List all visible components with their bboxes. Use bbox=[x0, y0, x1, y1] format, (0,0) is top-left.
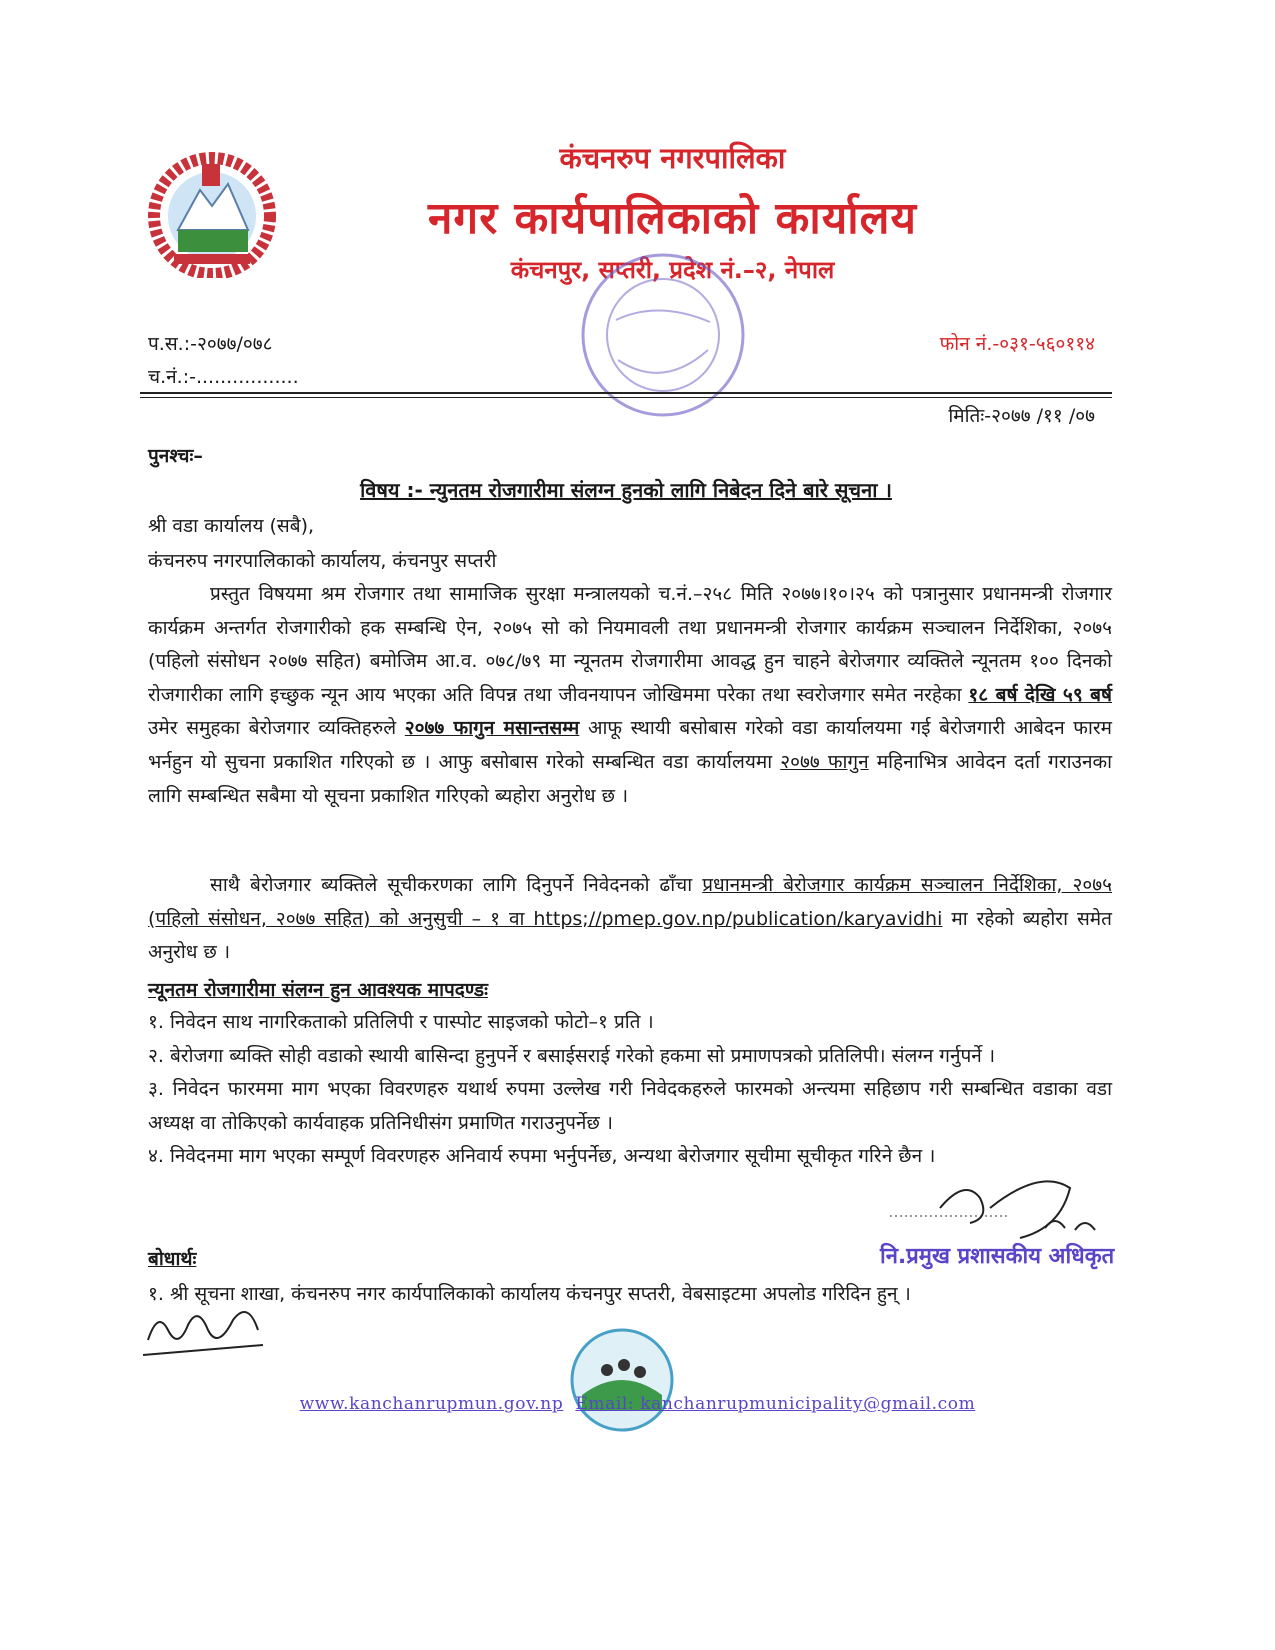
paragraph-2: साथै बेरोजगार ब्यक्तिले सूचीकरणका लागि दिनुपर्ने निवेदनको ढाँचा प्रधानमन्त्री बेरोजगार कार्यक्रम सञ्चालन निर्देशिका, २०७५ (पहिलो संसोधन, २०७७ सहित) को अनुसुची – १ वा https;//pmep.gov.np/publication/karyavidhi मा रहेको ब्यहोरा समेत अनुरोध छ । bbox=[148, 874, 1112, 964]
phone-number: फोन नं.-०३१-५६०११४ bbox=[939, 333, 1095, 355]
initial-signature-icon bbox=[138, 1300, 278, 1370]
office-name: नगर कार्यपालिकाको कार्यालय bbox=[428, 193, 917, 244]
criteria-list bbox=[148, 1006, 1112, 1174]
postscript-label: पुनश्चः– bbox=[148, 445, 203, 467]
letter-date: मितिः-२०७७ /११ /०७ bbox=[948, 405, 1095, 427]
dispatch-number: च.नं.:-................. bbox=[148, 366, 299, 388]
recipient-line-2: कंचनरुप नगरपालिकाको कार्यालय, कंचनपुर सप्तरी bbox=[148, 550, 497, 572]
signatory-title: नि.प्रमुख प्रशासकीय अधिकृत bbox=[880, 1244, 1115, 1269]
footer-contact bbox=[0, 1394, 1275, 1414]
recipient-line-1: श्री वडा कार्यालय (सबै), bbox=[148, 515, 315, 537]
header-divider-thin bbox=[140, 397, 1112, 398]
cc-heading: बोधार्थः bbox=[148, 1248, 197, 1270]
office-stamp-icon bbox=[558, 240, 768, 430]
list-item: २. बेरोजगा ब्यक्ति सोही वडाको स्थायी बासिन्दा हुनुपर्ने र बसाईसराई गरेको हकमा सो प्रमाणपत्रको प्रतिलिपी। संलग्न गर्नुपर्ने । bbox=[148, 1044, 996, 1067]
cc-line-1: १. श्री सूचना शाखा, कंचनरुप नगर कार्यपालिकाको कार्यालय कंचनपुर सप्तरी, वेबसाइटमा अपलोड गरिदिन हुन् । bbox=[148, 1283, 911, 1305]
website-link[interactable]: www.kanchanrupmun.gov.np bbox=[299, 1394, 564, 1414]
criteria-heading: न्यूनतम रोजगारीमा संलग्न हुन आवश्यक मापदण्डः bbox=[148, 979, 488, 1001]
letter-subject: विषय :- न्युनतम रोजगारीमा संलग्न हुनको लागि निबेदन दिने बारे सूचना । bbox=[360, 478, 892, 502]
municipality-name: कंचनरुप नगरपालिका bbox=[559, 141, 786, 175]
list-item: १. निवेदन साथ नागरिकताको प्रतिलिपी र पास्पोट साइजको फोटो–१ प्रति । bbox=[148, 1011, 654, 1033]
office-address: कंचनपुर, सप्तरी, प्रदेश नं.–२, नेपाल bbox=[510, 256, 835, 284]
header-divider bbox=[140, 392, 1112, 394]
local-governance-logo-icon bbox=[562, 1320, 682, 1440]
email-link[interactable]: Email: kanchanrupmunicipality@gmail.com bbox=[575, 1394, 976, 1414]
list-item: ३. निवेदन फारममा माग भएका विवरणहरु यथार्थ रुपमा उल्लेख गरी निवेदकहरुले फारमको अन्त्यमा सहिछाप गरी सम्बन्धित वडाका वडा अध्यक्ष वा तोकिएको कार्यवाहक प्रतिनिधीसंग प्रमाणित गराउनुपर्नेछ । bbox=[148, 1078, 1112, 1134]
reference-number: प.स.:-२०७७/०७८ bbox=[148, 333, 273, 355]
list-item: ४. निवेदनमा माग भएका सम्पूर्ण विवरणहरु अनिवार्य रुपमा भर्नुपर्नेछ, अन्यथा बेरोजगार सूचीमा सूचीकृत गरिने छैन । bbox=[148, 1145, 936, 1168]
paragraph-1: प्रस्तुत विषयमा श्रम रोजगार तथा सामाजिक सुरक्षा मन्त्रालयको च.नं.–२५८ मिति २०७७।१०।२५ को पत्रानुसार प्रधानमन्त्री रोजगार कार्यक्रम अन्तर्गत रोजगारीको हक सम्बन्धि ऐन, २०७५ सो को नियमावली तथा प्रधानमन्त्री रोजगार कार्यक्रम सञ्चालन निर्देशिका, २०७५ (पहिलो संसोधन २०७७ सहित) बमोजिम आ.व. ०७८/७९ मा न्यूनतम रोजगारीमा आवद्ध हुन चाहने बेरोजगार व्यक्तिले न्यूनतम १०० दिनको रोजगारीका लागि इच्छुक न्यून आय भएका अति विपन्न तथा जीवनयापन जोखिममा परेका तथा स्वरोजगार समेत नरहेका १८ बर्ष देखि ५९ बर्ष उमेर समुहका बेरोजगार व्यक्तिहरुले २०७७ फागुन मसान्तसम्म आफू स्थायी बसोबास गरेको वडा कार्यालयमा गई बेरोजगारी आबेदन फारम भर्नहुन यो सुचना प्रकाशित गरिएको छ । आफु बसोबास गरेको सम्बन्धित वडा कार्यालयमा २०७७ फागुन महिनाभित्र आवेदन दर्ता गराउनका लागि सम्बन्धित सबैमा यो सूचना प्रकाशित गरिएको ब्यहोरा अनुरोध छ । bbox=[148, 583, 1113, 807]
